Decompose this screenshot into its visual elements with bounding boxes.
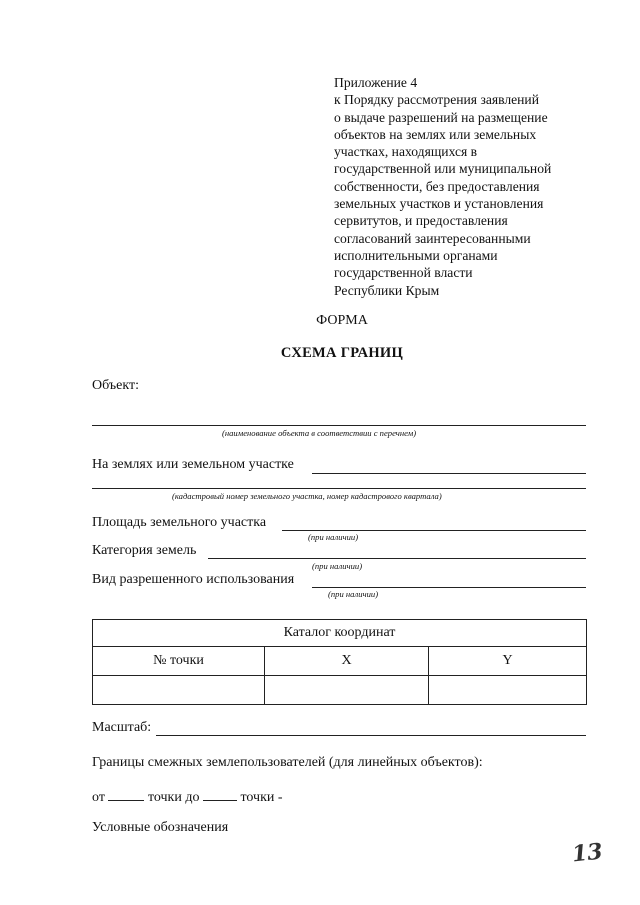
appendix-line: к Порядку рассмотрения заявлений (334, 92, 539, 108)
appendix-line: согласований заинтересованными (334, 230, 531, 246)
to-point-blank[interactable] (203, 788, 237, 801)
page-number: 13 (570, 838, 604, 868)
appendix-line: Республики Крым (334, 282, 440, 298)
appendix-note (334, 74, 604, 299)
appendix-line: сервитутов, и предоставления (334, 213, 508, 229)
appendix-line: государственной власти (334, 265, 473, 281)
from-point-blank[interactable] (108, 788, 144, 801)
category-field-line[interactable] (208, 558, 586, 559)
object-field-line[interactable] (92, 425, 586, 426)
appendix-line: государственной или муниципальной (334, 161, 552, 177)
category-label: Категория земель (92, 543, 197, 558)
appendix-line: земельных участков и установления (334, 196, 544, 212)
category-hint: (при наличии) (312, 561, 363, 571)
use-label: Вид разрешенного использования (92, 572, 295, 587)
from-label: от (92, 790, 105, 805)
appendix-line: объектов на землях или земельных (334, 126, 537, 142)
column-point-number: № точки (93, 647, 265, 676)
points-to-label: точки до (147, 790, 200, 805)
object-hint: (наименование объекта в соответствии с перечнем) (222, 428, 417, 438)
lands-hint: (кадастровый номер земельного участка, номер кадастрового квартала) (172, 491, 442, 501)
catalog-title: Каталог координат (93, 620, 587, 647)
use-field-line[interactable] (312, 587, 586, 588)
lands-field-line-2[interactable] (92, 488, 586, 489)
column-x: X (265, 647, 429, 676)
cell-point-number[interactable] (93, 676, 265, 705)
points-row (92, 788, 283, 806)
cell-x[interactable] (265, 676, 429, 705)
appendix-line: участках, находящихся в (334, 144, 478, 160)
scale-field-line[interactable] (156, 735, 586, 736)
area-field-line[interactable] (282, 530, 586, 531)
legend-label: Условные обозначения (92, 820, 229, 835)
adjacent-users-label: Границы смежных землепользователей (для линейных объектов): (92, 755, 483, 770)
appendix-line: Приложение 4 (334, 75, 418, 90)
use-hint: (при наличии) (328, 589, 379, 599)
lands-field-line[interactable] (312, 473, 586, 474)
object-label: Объект: (92, 378, 139, 393)
appendix-line: о выдаче разрешений на размещение (334, 109, 548, 125)
appendix-line: исполнительными органами (334, 247, 498, 263)
scale-label: Масштаб: (92, 720, 152, 735)
document-title: СХЕМА ГРАНИЦ (280, 345, 404, 361)
area-hint: (при наличии) (308, 532, 359, 542)
form-label: ФОРМА (316, 313, 368, 328)
points-end-label: точки - (240, 790, 283, 805)
area-label: Площадь земельного участка (92, 515, 267, 530)
cell-y[interactable] (429, 676, 587, 705)
coordinate-catalog-table (92, 619, 587, 705)
column-y: Y (429, 647, 587, 676)
appendix-line: собственности, без предоставления (334, 178, 540, 194)
lands-label: На землях или земельном участке (92, 457, 294, 472)
